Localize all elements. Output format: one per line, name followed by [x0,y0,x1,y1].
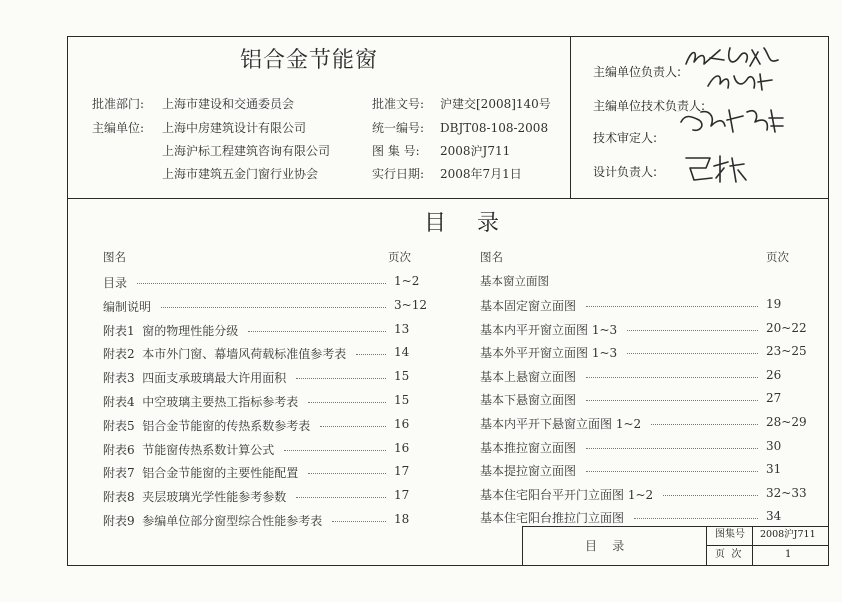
toc-row-title: 附表5 铝合金节能窗的传热系数参考表 [103,418,311,433]
approval-dept: 上海市建设和交通委员会 [162,97,295,111]
toc-row-page: 15 [394,369,410,384]
toc-row-title: 基本下悬窗立面图 [480,393,577,408]
left-col-name-header: 图名 [103,250,126,264]
impl-date: 2008年7月1日 [440,167,522,181]
toc-row-page: 20~22 [766,320,807,335]
toc-row-leader [586,448,758,449]
toc-row-page: 28~29 [766,415,807,429]
toc-row-leader [634,518,758,519]
chief-editor-head-label: 主编单位负责人: [593,65,682,79]
toc-row-title: 附表3 四面支承玻璃最大许用面积 [103,371,287,386]
toc-row-leader [332,521,386,522]
chief-tech-head-label: 主编单位技术负责人: [593,99,706,113]
toc-row-page: 32~33 [766,485,807,500]
title-block-v1 [522,526,523,566]
toc-row-page: 16 [394,416,410,431]
approval-no-label: 批准文号: [372,97,425,111]
toc-row [103,271,434,291]
toc-row-title: 基本上悬窗立面图 [480,369,577,384]
toc-row [103,390,434,410]
toc-row-title: 附表9 参编单位部分窗型综合性能参考表 [103,514,323,528]
title-block-page-value: 1 [785,549,792,560]
right-col-page-header: 页次 [766,250,789,264]
header-divider [67,198,829,199]
toc-row-title: 编制说明 [103,299,152,314]
toc-row [103,461,434,481]
toc-row-title: 基本内平开窗立面图 1~3 [480,322,618,337]
title-block-name: 目 录 [585,539,625,553]
design-head-label: 设计负责人: [593,165,658,179]
toc-row-leader [296,497,386,498]
toc-row [480,459,806,479]
editor-label: 主编单位: [92,121,145,135]
toc-row-page: 34 [766,509,782,524]
signature-design-head [680,150,750,188]
title-block-mid [706,545,829,546]
toc-row-page: 17 [394,488,410,503]
toc-row-leader [308,473,386,474]
title-block-atlas-label: 图集号 [715,529,745,540]
toc-row-page: 1~2 [394,274,420,288]
left-col-page-header: 页次 [388,250,411,264]
header-vertical-divider [570,36,571,198]
title-block-v2 [706,526,707,566]
editor-2: 上海沪标工程建筑咨询有限公司 [162,144,331,158]
toc-row [103,438,434,458]
toc-row-page: 13 [394,321,410,336]
toc-row [103,295,434,315]
signature-tech-reviewer [675,102,790,140]
toc-row-page: 18 [394,512,410,526]
toc-row-leader [586,400,758,401]
toc-row-leader [586,471,758,472]
toc-row-leader [308,402,386,403]
title-block-page-label: 页 次 [715,549,742,560]
toc-row-title: 附表6 节能窗传热系数计算公式 [103,442,275,457]
toc-row-leader [137,283,386,284]
toc-row-leader [248,331,386,332]
right-col-name-header: 图名 [480,250,503,264]
toc-row [480,483,806,503]
toc-row-title: 目录 [103,276,128,290]
toc-row-title: 基本外平开窗立面图 1~3 [480,346,618,361]
toc-row [103,485,434,505]
approval-dept-label: 批准部门: [92,97,145,111]
unified-no: DBJT08-108-2008 [440,121,549,135]
signature-chief-tech [702,68,777,96]
toc-row-title: 附表8 夹层玻璃光学性能参考参数 [103,490,287,505]
impl-date-label: 实行日期: [372,167,425,181]
toc-row-leader [651,424,758,425]
atlas-no: 2008沪J711 [440,144,511,158]
toc-row-title: 附表2 本市外门窗、幕墙风荷载标准值参考表 [103,347,347,362]
toc-row [480,506,806,526]
toc-row [480,365,806,385]
toc-row-leader [586,306,758,307]
title-block-v3 [752,526,753,566]
toc-row [480,341,806,361]
toc-row [103,342,434,362]
toc-title: 目 录 [424,211,511,236]
editor-3: 上海市建筑五金门窗行业协会 [162,167,319,181]
toc-row [103,366,434,386]
toc-row-leader [586,377,758,378]
toc-row-title: 附表1 窗的物理性能分级 [103,323,239,338]
title-block-top [522,526,829,527]
toc-row-page: 17 [394,464,410,479]
toc-row-title: 附表7 铝合金节能窗的主要性能配置 [103,466,299,481]
toc-row-page: 26 [766,367,782,382]
toc-row-page: 27 [766,391,782,406]
toc-row [480,412,806,432]
toc-row-title: 基本内平开下悬窗立面图 1~2 [480,417,642,431]
toc-row-page: 31 [766,462,782,477]
toc-row [103,319,434,339]
unified-no-label: 统一编号: [372,121,425,135]
right-section-title: 基本窗立面图 [480,274,549,288]
toc-row [103,509,434,529]
toc-row-page: 23~25 [766,344,807,359]
toc-row-leader [296,378,386,379]
editor-1: 上海中房建筑设计有限公司 [162,121,307,135]
toc-row-leader [161,307,386,308]
toc-row-page: 16 [394,440,410,455]
toc-row-page: 14 [394,345,410,360]
toc-row-title: 附表4 中空玻璃主要热工指标参考表 [103,395,299,409]
toc-row [480,388,806,408]
approval-no: 沪建交[2008]140号 [440,97,551,111]
toc-row-leader [284,450,386,451]
toc-row-leader [627,330,758,331]
toc-row [103,414,434,434]
toc-row-title: 基本住宅阳台平开门立面图 1~2 [480,487,654,502]
toc-row-title: 基本住宅阳台推拉门立面图 [480,511,625,526]
title-block-atlas-value: 2008沪J711 [760,529,816,540]
toc-row-leader [356,354,386,355]
toc-row-leader [663,495,758,496]
toc-row-leader [320,426,386,427]
toc-row-title: 基本提拉窗立面图 [480,464,577,479]
toc-row-page: 19 [766,297,782,311]
toc-row-page: 30 [766,438,782,453]
toc-row-leader [627,353,758,354]
toc-row-page: 15 [394,393,410,407]
toc-row-title: 基本固定窗立面图 [480,299,577,313]
tech-reviewer-label: 技术审定人: [593,131,658,145]
atlas-title: 铝合金节能窗 [240,48,379,73]
toc-row-page: 3~12 [394,297,427,312]
toc-row [480,318,806,338]
toc-row [480,294,806,314]
toc-row [480,436,806,456]
atlas-no-label: 图 集 号: [372,144,420,158]
toc-row-title: 基本推拉窗立面图 [480,440,577,455]
